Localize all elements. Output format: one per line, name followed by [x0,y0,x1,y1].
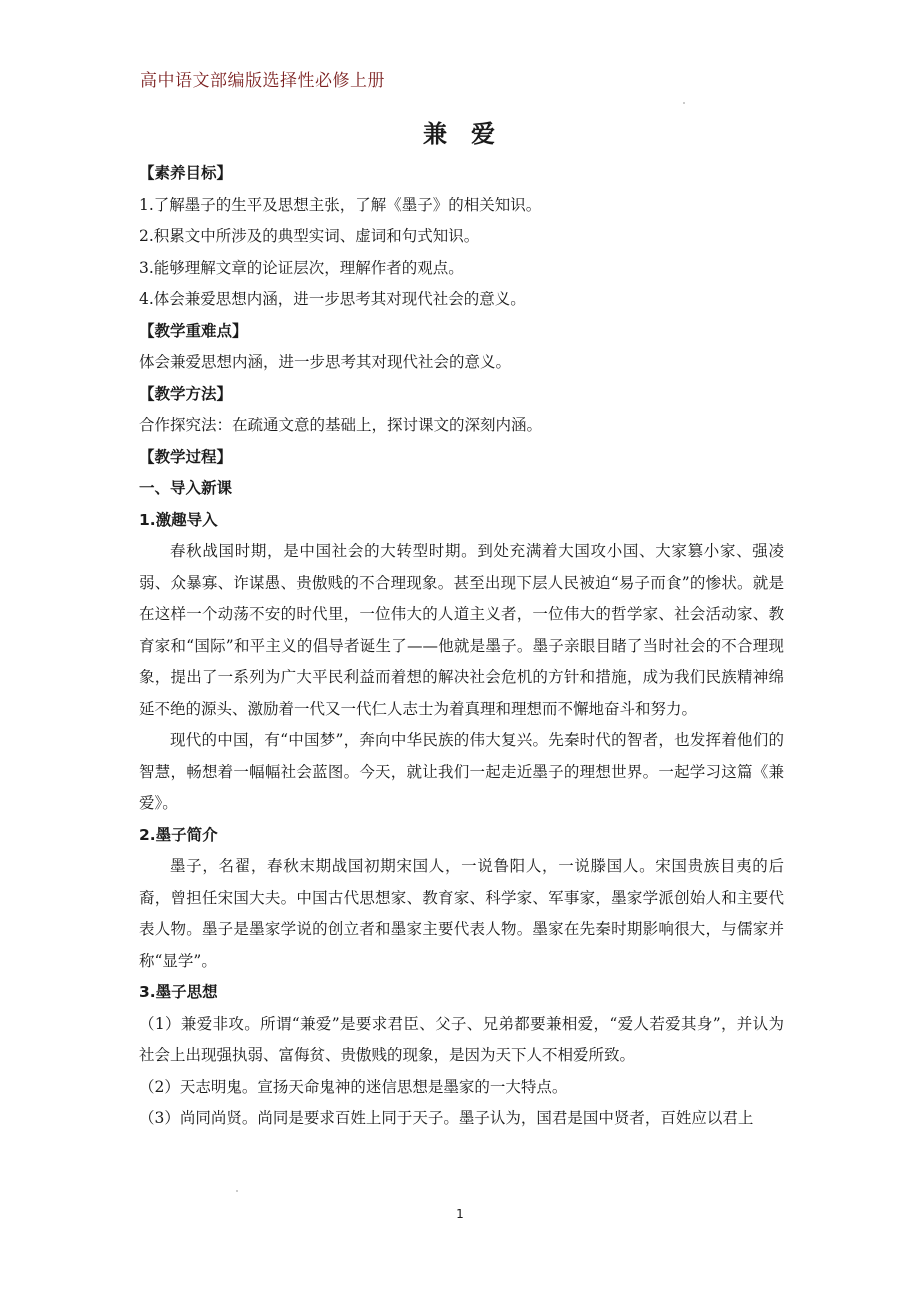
sub3-heading: 3.墨子思想 [139,983,218,1001]
title-char-1: 兼 [423,120,449,148]
document-body [139,158,784,1135]
sub1-heading: 1.激趣导入 [139,510,218,529]
thought-item-2: （2）天志明鬼。宣扬天命鬼神的迷信思想是墨家的一大特点。 [139,1077,568,1096]
goal-item: 4.体会兼爱思想内涵，进一步思考其对现代社会的意义。 [139,290,526,308]
goal-item: 2.积累文中所涉及的典型实词、虚词和句式知识。 [139,227,480,245]
goals-heading: 【素养目标】 [139,164,233,182]
keypoints-heading: 【教学重难点】 [139,321,248,340]
intro-paragraph-1: 春秋战国时期，是中国社会的大转型时期。到处充满着大国攻小国、大家篡小家、强凌弱、众暴寡、诈谋愚、贵傲贱的不合理现象。甚至出现下层人民被迫“易子而食”的惨状。就是在这样一个动荡不安的时代里，一位伟大的人道主义者，一位伟大的哲学家、社会活动家、教育家和“国际”和平主义的倡导者诞生了——他就是墨子。墨子亲眼目睹了当时社会的不合理现象，提出了一系列为广大平民利益而着想的解决社会危机的方针和措施，成为我们民族精神绵延不绝的源头、激励着一代又一代仁人志士为着真理和理想而不懈地奋斗和努力。 [139,542,784,718]
goal-item: 3.能够理解文章的论证层次，理解作者的观点。 [139,258,464,277]
mozi-bio-paragraph: 墨子，名翟，春秋末期战国初期宋国人，一说鲁阳人，一说滕国人。宋国贵族目夷的后裔，曾担任宋国大夫。中国古代思想家、教育家、科学家、军事家，墨家学派创始人和主要代表人物。墨子是墨家学说的创立者和墨家主要代表人物。墨家在先秦时期影响很大，与儒家并称“显学”。 [139,857,784,970]
page-number: 1 [456,1207,464,1221]
keypoints-text: 体会兼爱思想内涵，进一步思考其对现代社会的意义。 [139,353,512,371]
method-heading: 【教学方法】 [139,384,233,403]
thought-item-1: （1）兼爱非攻。所谓“兼爱”是要求君臣、父子、兄弟都要兼相爱，“爱人若爱其身”，并认为社会上出现强执弱、富侮贫、贵傲贱的现象，是因为天下人不相爱所致。 [139,1014,784,1064]
part1-heading: 一、导入新课 [139,479,233,497]
intro-paragraph-2: 现代的中国，有“中国梦”，奔向中华民族的伟大复兴。先秦时代的智者，也发挥着他们的智慧，畅想着一幅幅社会蓝图。今天，就让我们一起走近墨子的理想世界。一起学习这篇《兼爱》。 [139,731,784,812]
scan-speck [236,1190,238,1192]
page-header: 高中语文部编版选择性必修上册 [140,71,385,91]
title-char-2: 爱 [471,120,497,148]
process-heading: 【教学过程】 [139,447,233,466]
method-text: 合作探究法：在疏通文意的基础上，探讨课文的深刻内涵。 [139,416,543,434]
scan-speck [683,102,685,104]
sub2-heading: 2.墨子简介 [139,825,218,844]
document-title [0,114,920,149]
goal-item: 1.了解墨子的生平及思想主张，了解《墨子》的相关知识。 [139,195,542,214]
thought-item-3: （3）尚同尚贤。尚同是要求百姓上同于天子。墨子认为，国君是国中贤者，百姓应以君上 [139,1109,754,1127]
